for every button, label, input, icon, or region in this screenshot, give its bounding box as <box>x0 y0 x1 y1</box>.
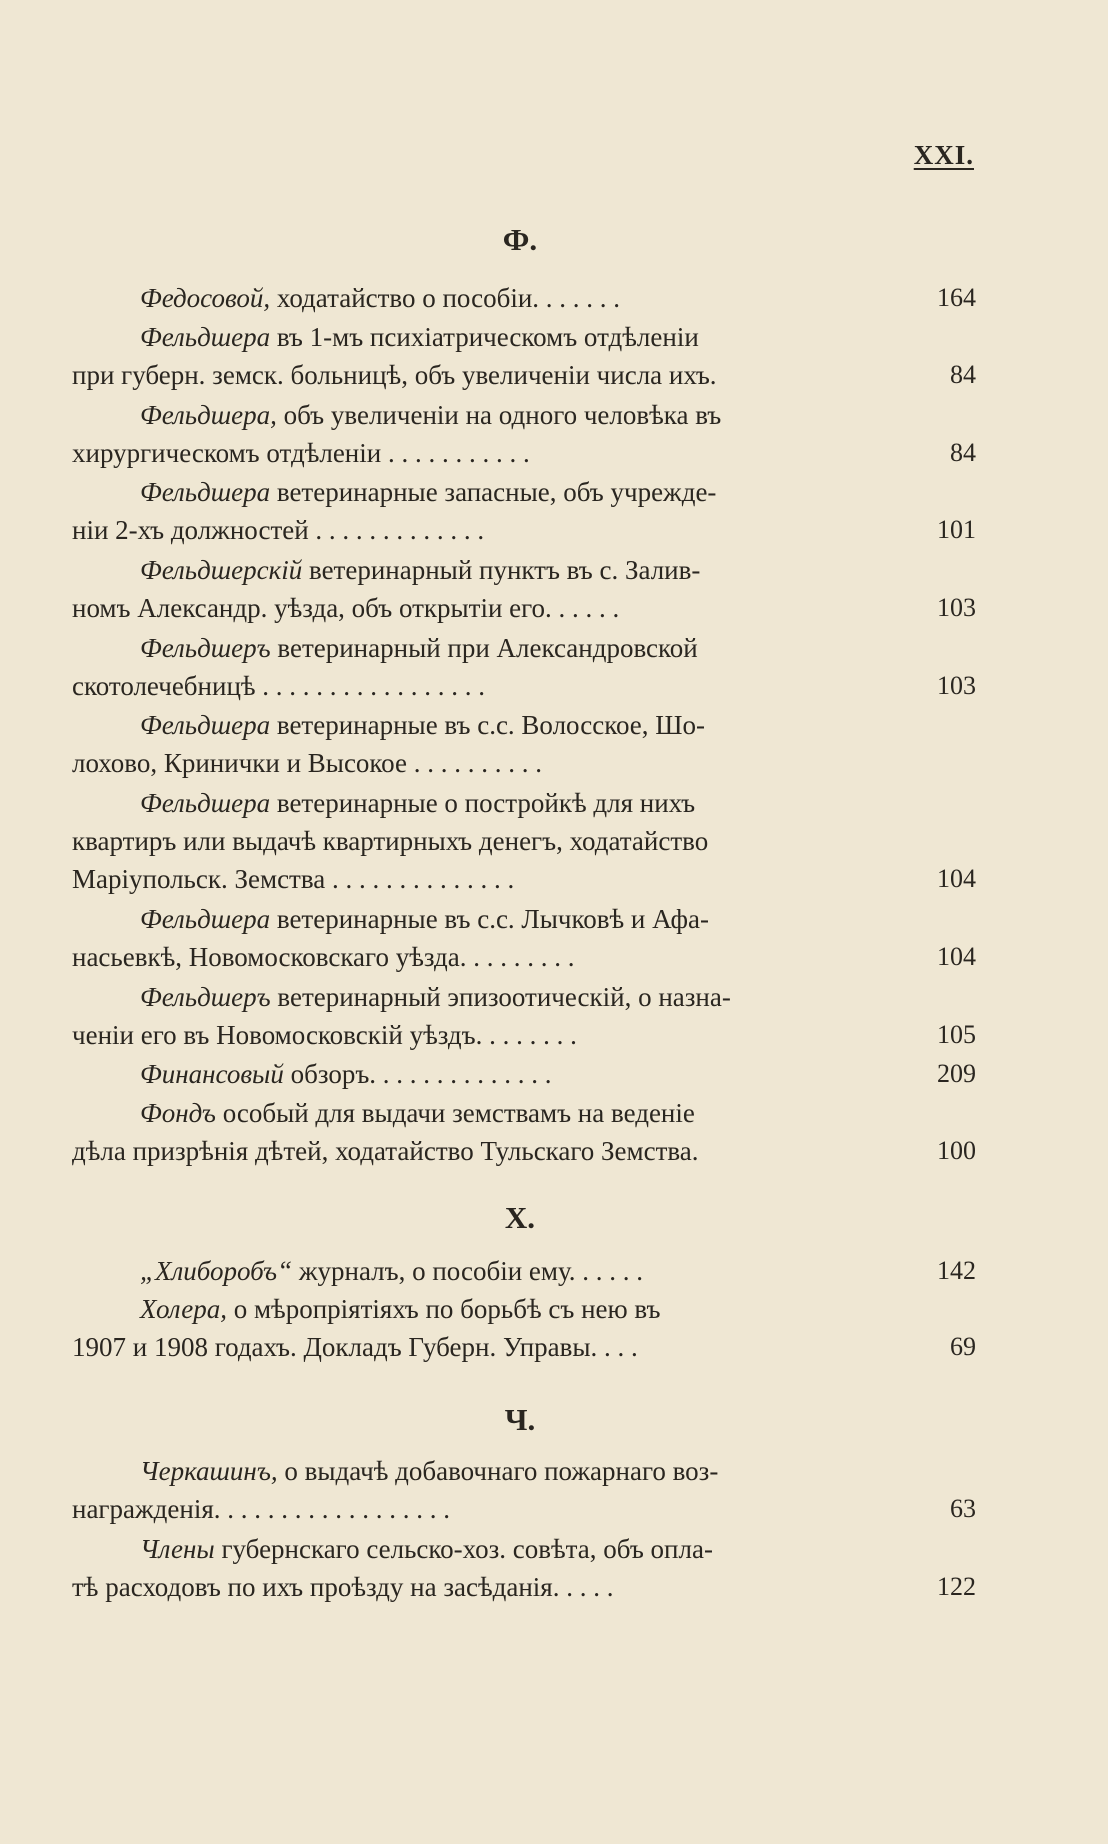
entry-text: ветеринарные въ с.с. Лычковѣ и Афа- <box>270 904 710 934</box>
entry-continuation: номъ Александр. уѣзда, объ открытіи его. . . . . . <box>72 593 620 623</box>
entry-head: Фельдшерскій <box>140 555 303 585</box>
entry-head: Финансовый <box>140 1059 284 1089</box>
entry-page: 101 <box>937 515 976 544</box>
section-letter-kh: Х. <box>504 1200 536 1235</box>
entry-page: 164 <box>937 283 976 312</box>
entry-continuation: ніи 2-хъ должностей . . . . . . . . . . . . . <box>72 515 485 545</box>
index-entry <box>0 1055 1108 1093</box>
entry-continuation: Маріупольск. Земства . . . . . . . . . . . . . . <box>72 864 515 894</box>
entry-text: ветеринарный эпизоотическій, о назна- <box>270 982 731 1012</box>
index-entry <box>0 318 1108 394</box>
index-entry <box>0 978 1108 1054</box>
index-entry <box>0 900 1108 976</box>
index-entry <box>0 473 1108 549</box>
entry-continuation: хирургическомъ отдѣленіи . . . . . . . . . . . <box>72 438 530 468</box>
entry-text: ветеринарный при Александровской <box>270 633 698 663</box>
entry-page: 142 <box>937 1256 976 1285</box>
entry-page: 104 <box>937 942 976 971</box>
entry-page: 103 <box>937 593 976 622</box>
entry-continuation: тѣ расходовъ по ихъ проѣзду на засѣданія. . . . . <box>72 1572 614 1602</box>
entry-page: 69 <box>950 1332 976 1361</box>
entry-continuation: квартиръ или выдачѣ квартирныхъ денегъ, ходатайство <box>72 826 709 856</box>
entry-head: Холера, <box>140 1294 227 1324</box>
entry-continuation: лохово, Кринички и Высокое . . . . . . . . . . <box>72 748 542 778</box>
entry-text: объ увеличеніи на одного человѣка въ <box>276 400 722 430</box>
entry-text: ветеринарный пунктъ въ с. Залив- <box>302 555 701 585</box>
entry-head: Фельдшера <box>140 904 271 934</box>
entry-head: Фельдшеръ <box>140 633 271 663</box>
index-entry <box>0 1452 1108 1528</box>
entry-head: Фельдшера <box>140 788 271 818</box>
entry-continuation: ченіи его въ Новомосковскій уѣздъ. . . . . . . . <box>72 1020 577 1050</box>
index-entry <box>0 1252 1108 1290</box>
entry-text: губернскаго сельско-хоз. совѣта, объ опла- <box>214 1534 713 1564</box>
entry-page: 122 <box>937 1572 976 1601</box>
entry-head: Фельдшера <box>140 710 271 740</box>
entry-page: 209 <box>937 1059 976 1088</box>
entry-text: ходатайство о пособіи. . . . . . . <box>270 283 621 313</box>
entry-page: 105 <box>937 1020 976 1049</box>
section-letter-f: Ф. <box>502 222 538 257</box>
entry-page: 84 <box>950 438 976 467</box>
entry-continuation: насьевкѣ, Новомосковскаго уѣзда. . . . . . . . . <box>72 942 575 972</box>
index-entry <box>0 706 1108 782</box>
entry-head: Черкашинъ, <box>140 1456 278 1486</box>
index-entry <box>0 1530 1108 1606</box>
entry-continuation: при губерн. земск. больницѣ, объ увеличеніи числа ихъ. <box>72 360 717 390</box>
index-entry <box>0 629 1108 705</box>
entry-text: ветеринарные о постройкѣ для нихъ <box>270 788 696 818</box>
entry-head: Фельдшера, <box>140 400 277 430</box>
entry-continuation: 1907 и 1908 годахъ. Докладъ Губерн. Управы. . . . <box>72 1332 638 1362</box>
entry-page: 63 <box>950 1494 976 1523</box>
index-entry <box>0 1290 1108 1366</box>
entry-text: ветеринарные запасные, объ учрежде- <box>270 477 717 507</box>
entry-continuation: награжденія. . . . . . . . . . . . . . . . . . <box>72 1494 450 1524</box>
entry-page: 104 <box>937 864 976 893</box>
index-entry <box>0 551 1108 627</box>
entry-text: ветеринарные въ с.с. Волосское, Шо- <box>270 710 705 740</box>
entry-continuation: скотолечебницѣ . . . . . . . . . . . . . . . . . <box>72 671 486 701</box>
entry-text: журналъ, о пособіи ему. . . . . . <box>292 1256 644 1286</box>
entry-head: Федосовой, <box>140 283 271 313</box>
entry-page: 100 <box>937 1136 976 1165</box>
page-number: XXI. <box>913 140 974 170</box>
entry-text: обзоръ. . . . . . . . . . . . . . <box>283 1059 552 1089</box>
entry-text: въ 1-мъ психіатрическомъ отдѣленіи <box>270 322 699 352</box>
entry-continuation: дѣла призрѣнія дѣтей, ходатайство Тульскаго Земства. <box>72 1136 699 1166</box>
entry-head: Фельдшеръ <box>140 982 271 1012</box>
entry-head: Фондъ <box>140 1098 216 1128</box>
entry-head: Фельдшера <box>140 477 271 507</box>
index-entry <box>0 1094 1108 1170</box>
entry-text: о выдачѣ добавочнаго пожарнаго воз- <box>277 1456 719 1486</box>
index-entry <box>0 396 1108 472</box>
entry-head: „Хлиборобъ“ <box>140 1256 293 1286</box>
entry-text: о мѣропріятіяхъ по борьбѣ съ нею въ <box>226 1294 661 1324</box>
entry-page: 103 <box>937 671 976 700</box>
index-entry <box>0 279 1108 317</box>
entry-head: Фельдшера <box>140 322 271 352</box>
entry-text: особый для выдачи земствамъ на веденіе <box>215 1098 695 1128</box>
entry-head: Члены <box>140 1534 215 1564</box>
entry-page: 84 <box>950 360 976 389</box>
section-letter-ch: Ч. <box>504 1402 536 1437</box>
index-entry <box>0 784 1108 898</box>
